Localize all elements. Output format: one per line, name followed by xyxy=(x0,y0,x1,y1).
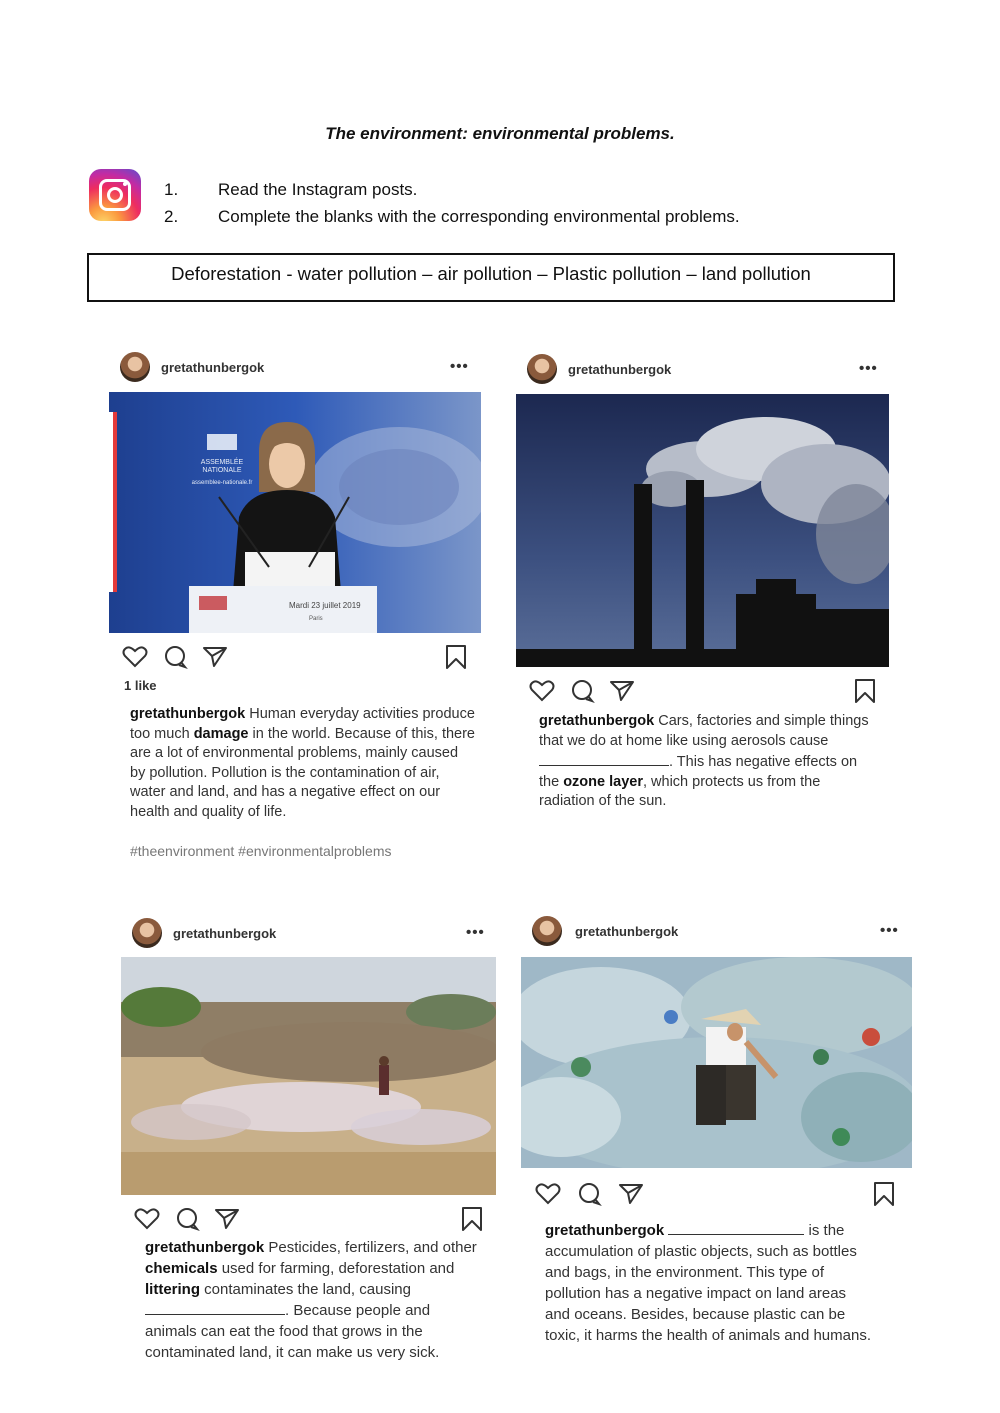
more-options-icon[interactable]: ••• xyxy=(880,922,899,939)
answer-blank[interactable] xyxy=(668,1220,804,1235)
bookmark-icon[interactable] xyxy=(460,1207,484,1231)
share-icon[interactable] xyxy=(609,679,635,703)
post-username[interactable]: gretathunbergok xyxy=(568,362,672,377)
answer-blank[interactable] xyxy=(145,1300,285,1315)
more-options-icon[interactable]: ••• xyxy=(859,360,878,377)
post-header xyxy=(515,348,891,384)
caption-keyword: damage xyxy=(193,725,249,742)
post-parliament xyxy=(108,348,482,863)
heart-icon[interactable] xyxy=(134,1207,160,1231)
instructions-list xyxy=(164,180,740,234)
caption-text: in the world. Because of this, there are a lot of environmental problems, mainly caused by pollution. Pollution is the contamination of air, water and land, and has a negative effect on our health and quality of life. xyxy=(130,725,475,820)
caption-text: used for farming, deforestation and xyxy=(221,1260,455,1277)
post-photo xyxy=(516,394,889,667)
avatar[interactable] xyxy=(532,916,562,946)
comment-icon[interactable] xyxy=(163,645,189,669)
share-icon[interactable] xyxy=(214,1207,240,1231)
caption-keyword: ozone layer xyxy=(563,773,643,790)
instagram-icon xyxy=(89,169,141,221)
post-caption xyxy=(545,1220,875,1346)
photo-text: Paris xyxy=(309,616,323,622)
instruction-item xyxy=(164,180,740,207)
heart-icon[interactable] xyxy=(529,679,555,703)
caption-username[interactable]: gretathunbergok xyxy=(539,713,655,729)
caption-text: contaminates the land, causing xyxy=(204,1281,411,1298)
post-actions xyxy=(535,1182,897,1206)
post-username[interactable]: gretathunbergok xyxy=(575,924,679,939)
heart-icon[interactable] xyxy=(122,645,148,669)
caption-keyword: chemicals xyxy=(145,1260,218,1277)
comment-icon[interactable] xyxy=(577,1182,603,1206)
post-caption xyxy=(539,712,874,812)
post-header xyxy=(108,348,482,384)
caption-keyword: littering xyxy=(145,1281,200,1298)
post-caption xyxy=(145,1237,480,1363)
post-plastic xyxy=(520,910,913,1380)
post-factory xyxy=(515,348,891,813)
post-header xyxy=(520,910,913,946)
instruction-number: 1. xyxy=(164,180,179,199)
post-photo xyxy=(121,957,496,1195)
caption-text: Cars, factories and simple things that we do at home like using aerosols cause xyxy=(539,713,869,749)
post-photo xyxy=(109,392,481,633)
bookmark-icon[interactable] xyxy=(872,1182,896,1206)
share-icon[interactable] xyxy=(202,645,228,669)
avatar[interactable] xyxy=(527,354,557,384)
post-caption xyxy=(130,705,475,822)
avatar[interactable] xyxy=(132,918,162,948)
caption-text: , which protects us from the radiation of the sun. xyxy=(539,773,821,809)
photo-text: assemblee-nationale.fr xyxy=(191,480,253,486)
caption-username[interactable]: gretathunbergok xyxy=(545,1222,665,1239)
instruction-text: Read the Instagram posts. xyxy=(218,180,418,199)
post-hashtags[interactable]: #theenvironment #environmentalproblems xyxy=(130,843,392,859)
caption-username[interactable]: gretathunbergok xyxy=(130,706,246,722)
caption-text: is the accumulation of plastic objects, such as bottles and bags, in the environment. This type of pollution has a negative impact on land areas and oceans. Besides, because plastic can be toxic, it harms the health of animals and humans. xyxy=(545,1222,872,1344)
avatar[interactable] xyxy=(120,352,150,382)
post-username[interactable]: gretathunbergok xyxy=(161,360,265,375)
instruction-number: 2. xyxy=(164,207,179,226)
comment-icon[interactable] xyxy=(570,679,596,703)
instruction-text: Complete the blanks with the corresponding environmental problems. xyxy=(218,207,740,226)
likes-count: 1 like xyxy=(124,678,157,693)
photo-text: NATIONALE xyxy=(202,467,242,474)
more-options-icon[interactable]: ••• xyxy=(450,358,469,375)
photo-text: ASSEMBLÉE xyxy=(200,459,244,466)
comment-icon[interactable] xyxy=(175,1207,201,1231)
caption-text: Human everyday activities produce too much xyxy=(130,706,475,742)
instruction-item xyxy=(164,207,740,234)
bookmark-icon[interactable] xyxy=(853,679,877,703)
answer-blank[interactable] xyxy=(539,751,669,766)
share-icon[interactable] xyxy=(618,1182,644,1206)
post-actions xyxy=(134,1207,482,1231)
word-bank: Deforestation - water pollution – air pollution – Plastic pollution – land pollution xyxy=(87,253,895,302)
caption-text: . Because people and animals can eat the food that grows in the contaminated land, it can make us very sick. xyxy=(145,1302,440,1361)
post-photo xyxy=(521,957,912,1168)
page-title: The environment: environmental problems. xyxy=(325,124,675,143)
photo-text: Mardi 23 juillet 2019 xyxy=(289,601,361,610)
caption-text: . This has negative effects on the xyxy=(539,754,858,790)
bookmark-icon[interactable] xyxy=(444,645,468,669)
caption-text: Pesticides, fertilizers, and other xyxy=(268,1239,477,1256)
post-landfill xyxy=(120,912,498,1387)
post-header xyxy=(120,912,498,948)
caption-username[interactable]: gretathunbergok xyxy=(145,1239,265,1256)
post-username[interactable]: gretathunbergok xyxy=(173,926,277,941)
heart-icon[interactable] xyxy=(535,1182,561,1206)
post-actions xyxy=(529,679,875,703)
more-options-icon[interactable]: ••• xyxy=(466,924,485,941)
post-actions xyxy=(122,645,468,669)
